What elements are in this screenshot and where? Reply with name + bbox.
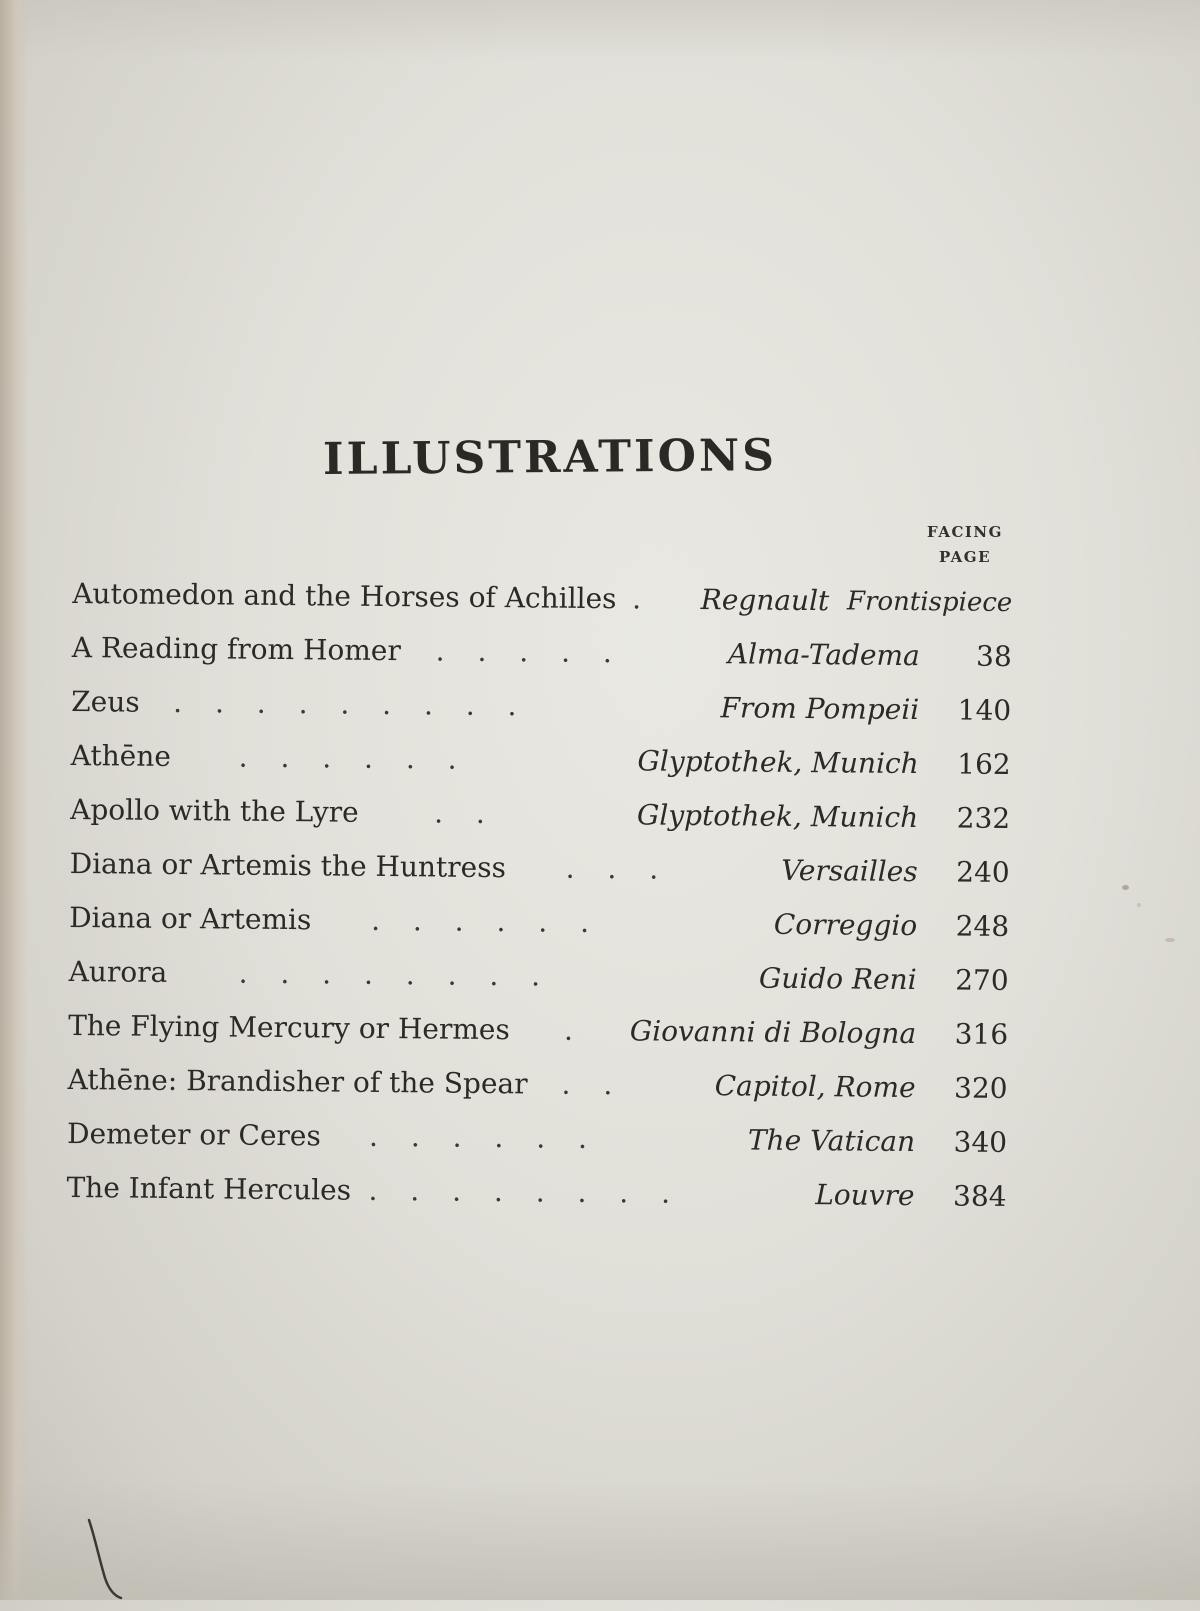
list-item — [68, 1006, 1008, 1055]
dot-leader: . — [632, 582, 654, 616]
dot-leader: . . . . . . — [238, 740, 469, 776]
list-item — [72, 574, 1012, 623]
dot-leader: . . — [561, 1067, 625, 1102]
illustration-title: Aurora — [68, 954, 168, 989]
list-item — [66, 1168, 1006, 1217]
illustration-title: The Infant Hercules — [66, 1170, 352, 1207]
facing-page-number: 38 — [975, 639, 1012, 673]
facing-page-number: 140 — [957, 693, 1012, 727]
illustration-source: Capitol, Rome — [714, 1069, 916, 1105]
illustration-title: Diana or Artemis the Huntress — [69, 846, 507, 885]
illustration-source: Correggio — [773, 907, 918, 943]
illustration-title: The Flying Mercury or Hermes — [67, 1008, 510, 1047]
illustration-source: Versailles — [781, 853, 918, 889]
illustration-source: Giovanni di Bologna — [629, 1014, 917, 1051]
page-label-line: PAGE — [938, 548, 992, 566]
facing-page-number: 340 — [953, 1125, 1008, 1159]
list-item — [69, 898, 1009, 947]
dot-leader: . . . . . . — [368, 1119, 600, 1156]
pen-mark-scribble — [85, 1518, 125, 1600]
illustration-title: Athēne — [70, 738, 172, 773]
list-item — [71, 736, 1011, 785]
dot-leader: . . . . . . . . — [238, 956, 553, 993]
facing-label-line: FACING — [927, 523, 1003, 541]
illustration-source: From Pompeii — [720, 691, 920, 727]
list-item — [67, 1060, 1007, 1109]
facing-page-number: 248 — [955, 909, 1010, 943]
dot-leader: . — [563, 1013, 586, 1047]
dot-leader: . . . — [565, 851, 671, 886]
page-title: ILLUSTRATIONS — [322, 430, 778, 485]
illustration-source: Glyptothek, Munich — [636, 798, 919, 835]
illustration-source: Alma-Tadema — [727, 637, 920, 673]
illustration-title: A Reading from Homer — [71, 630, 401, 668]
illustration-source: The Vatican — [747, 1123, 916, 1159]
facing-page-number: 320 — [953, 1071, 1008, 1105]
illustration-title: Athēne: Brandisher of the Spear — [67, 1062, 528, 1101]
illustration-title: Zeus — [71, 684, 140, 719]
page-gutter-shadow — [0, 0, 28, 1600]
dot-leader: . . . . . . — [371, 903, 602, 940]
facing-page-number: 384 — [952, 1179, 1007, 1213]
dot-leader: . . . . . . . . . — [173, 685, 529, 723]
illustration-source: Louvre — [815, 1178, 915, 1213]
facing-page-number: 162 — [957, 747, 1011, 781]
facing-page-number: 270 — [955, 963, 1009, 997]
illustration-source: Glyptothek, Munich — [637, 744, 919, 781]
illustration-title: Demeter or Ceres — [66, 1116, 321, 1153]
illustration-title: Diana or Artemis — [69, 900, 312, 937]
list-item — [70, 790, 1010, 839]
illustration-title: Automedon and the Horses of Achilles — [72, 576, 617, 616]
facing-page-number: Frontispiece — [846, 586, 1013, 618]
illustration-source: Regnault — [700, 583, 830, 618]
illustrations-list — [63, 0, 1178, 1610]
facing-page-number: 240 — [956, 855, 1010, 889]
dot-leader: . . — [434, 796, 498, 831]
illustration-title: Apollo with the Lyre — [70, 792, 359, 829]
dot-leader: . . . . . — [435, 634, 625, 670]
list-item — [71, 682, 1011, 731]
list-item — [67, 1114, 1007, 1163]
list-item — [68, 952, 1008, 1001]
list-item — [70, 844, 1010, 893]
list-item — [72, 628, 1012, 677]
dot-leader: . . . . . . . . — [368, 1173, 683, 1210]
facing-page-number: 232 — [956, 801, 1011, 835]
illustration-source: Guido Reni — [758, 961, 917, 997]
facing-page-number: 316 — [954, 1017, 1009, 1051]
